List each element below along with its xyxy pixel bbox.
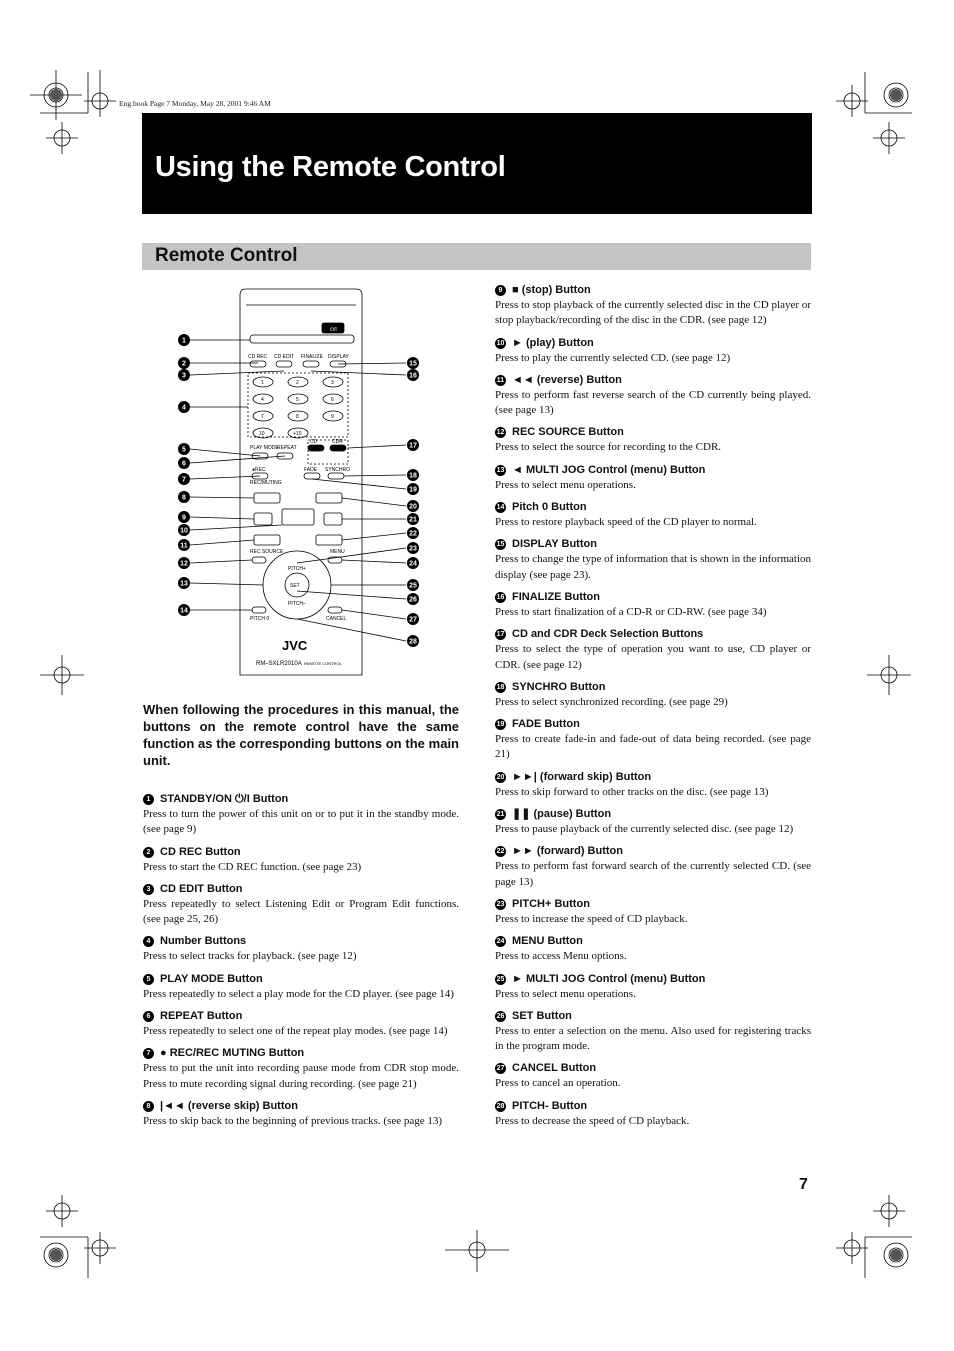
item-heading — [495, 934, 811, 949]
item-text: Press to change the type of information that is shown in the information display (see page 23). — [495, 553, 811, 581]
page-number: 7 — [799, 1176, 808, 1193]
callout-number: 12 — [180, 560, 188, 568]
key-5: 5 — [296, 397, 299, 403]
callout-number: 18 — [409, 472, 417, 480]
item-text: Press to select tracks for playback. (see page 12) — [143, 950, 357, 963]
item-number-badge: 5 — [143, 974, 154, 985]
button-description — [495, 1061, 811, 1091]
item-title: DISPLAY Button — [512, 538, 597, 551]
button-description — [143, 1099, 459, 1129]
item-text: Press to select the type of operation you want to use, CD player or CDR. (see page 12) — [495, 643, 811, 671]
item-title: REC SOURCE Button — [512, 426, 624, 439]
item-heading — [143, 972, 459, 987]
callout-number: 2 — [182, 360, 186, 368]
standby-label: ⏻/I — [330, 327, 337, 333]
item-number-badge: 17 — [496, 631, 505, 639]
item-text: Press to enter a selection on the menu. Also used for registering tracks in the program mode. — [495, 1024, 811, 1053]
item-text: Press repeatedly to select one of the repeat play modes. (see page 14) — [143, 1025, 448, 1038]
item-text: Press to turn the power of this unit on or to put it in the standby mode. (see page 9) — [143, 808, 459, 836]
button-description — [143, 972, 459, 1002]
key-10: 10 — [259, 431, 265, 437]
item-number-badge: 18 — [496, 683, 505, 691]
item-number-badge: 25 — [496, 975, 505, 983]
item-number-badge: 11 — [496, 376, 505, 384]
key-4: 4 — [261, 397, 264, 403]
item-heading — [143, 882, 459, 897]
item-heading — [495, 770, 811, 785]
item-title: |◄◄ (reverse skip) Button — [160, 1099, 298, 1112]
item-heading — [495, 373, 811, 388]
button-description — [495, 1009, 811, 1055]
key-6: 6 — [331, 397, 334, 403]
rec-label: ●REC — [252, 467, 266, 473]
item-text: Press to cancel an operation. — [495, 1077, 621, 1090]
callout-number: 22 — [409, 530, 417, 538]
item-title: ►►| (forward skip) Button — [512, 770, 652, 783]
item-text: Press to play the currently selected CD. (see page 12) — [495, 351, 731, 364]
fade-label: FADE — [304, 467, 318, 473]
item-text: Press to select synchronized recording. (see page 29) — [495, 695, 728, 708]
item-title: ◄ MULTI JOG Control (menu) Button — [512, 463, 706, 476]
cancel-label: CANCEL — [326, 616, 347, 622]
display-label: DISPLAY — [328, 354, 349, 360]
callout-number: 5 — [182, 446, 186, 454]
item-text: Press repeatedly to select a play mode for the CD player. (see page 14) — [143, 987, 454, 1000]
item-title: FINALIZE Button — [512, 590, 600, 603]
item-title: FADE Button — [512, 718, 580, 731]
item-text: Press to restore playback speed of the CD player to normal. — [495, 516, 757, 529]
item-title: CD REC Button — [160, 845, 241, 858]
item-heading — [495, 336, 811, 351]
item-number-badge: 9 — [495, 285, 506, 296]
callout-number: 24 — [409, 560, 417, 568]
finalize-label: FINALIZE — [301, 354, 323, 360]
key-3: 3 — [331, 380, 334, 386]
play-mode-label: PLAY MODE — [250, 445, 279, 451]
item-title: ►► (forward) Button — [512, 845, 623, 858]
repeat-label: REPEAT — [277, 445, 297, 451]
menu-label: MENU — [330, 549, 345, 555]
item-heading — [495, 283, 811, 298]
item-number-badge: 16 — [496, 593, 505, 601]
callout-number: 9 — [182, 514, 186, 522]
item-number-badge: 13 — [496, 466, 505, 474]
item-number-badge: 12 — [496, 429, 505, 437]
item-title: ● REC/REC MUTING Button — [160, 1047, 305, 1060]
item-text: Press to decrease the speed of CD playback. — [495, 1114, 690, 1127]
item-title: STANDBY/ON ⏻/I Button — [160, 793, 289, 805]
callout-number: 25 — [409, 582, 417, 590]
callout-number: 19 — [409, 486, 417, 494]
item-text: Press to select the source for recording to the CDR. — [495, 441, 722, 454]
intro-text: When following the procedures in this manual, the buttons on the remote control have the same function as the corresponding buttons on the main unit. — [143, 702, 459, 768]
item-title: Number Buttons — [160, 935, 247, 948]
button-description — [495, 336, 811, 366]
item-text: Press to put the unit into recording pause mode from CDR stop mode. Press to mute recording signal during recording. (see page 21) — [143, 1062, 459, 1090]
model-suffix: REMOTE CONTROL — [304, 661, 342, 666]
item-heading — [495, 807, 811, 822]
callout-number: 16 — [409, 372, 417, 380]
item-heading — [495, 897, 811, 912]
item-title: REPEAT Button — [160, 1010, 243, 1023]
button-description — [495, 283, 811, 329]
key-7: 7 — [261, 414, 264, 420]
button-description — [495, 590, 811, 620]
item-title: PITCH- Button — [512, 1099, 588, 1112]
item-title: SET Button — [512, 1009, 572, 1022]
pitch-plus-label: PITCH+ — [288, 566, 306, 572]
item-title: PITCH+ Button — [512, 897, 590, 910]
item-text: Press to access Menu options. — [495, 950, 627, 963]
item-heading — [495, 680, 811, 695]
item-number-badge: 28 — [496, 1102, 505, 1110]
callout-number: 15 — [409, 360, 417, 368]
rec-muting-label: REC/MUTING — [250, 480, 282, 486]
section-bar — [142, 243, 811, 270]
item-text: Press to perform fast forward search of the currently selected CD. (see page 13) — [495, 860, 811, 888]
button-description — [143, 882, 459, 928]
button-description — [495, 770, 811, 800]
item-number-badge: 26 — [496, 1012, 505, 1020]
item-heading — [143, 845, 459, 860]
cd-rec-label: CD REC — [248, 354, 268, 360]
callout-number: 28 — [409, 638, 417, 646]
key-2: 2 — [296, 380, 299, 386]
item-number-badge: 2 — [143, 847, 154, 858]
cd-label: CD — [310, 439, 318, 445]
item-text: Press to select menu operations. — [495, 987, 636, 1000]
key-8: 8 — [296, 414, 299, 420]
right-column — [495, 283, 811, 1136]
button-description — [495, 537, 811, 583]
callout-number: 13 — [180, 580, 188, 588]
item-heading — [143, 1046, 459, 1061]
item-number-badge: 6 — [143, 1011, 154, 1022]
callout-number: 21 — [409, 516, 417, 524]
item-heading — [495, 590, 811, 605]
button-description — [495, 463, 811, 493]
callout-number: 14 — [180, 607, 188, 615]
item-title: ► (play) Button — [512, 336, 594, 349]
item-number-badge: 21 — [496, 811, 505, 819]
button-description — [143, 1009, 459, 1039]
button-description — [495, 627, 811, 673]
item-text: Press to stop playback of the currently selected disc in the CD player or stop playback/recording of the disc in the CDR. (see page 12) — [495, 299, 811, 327]
button-description — [143, 792, 459, 838]
item-heading — [495, 425, 811, 440]
key-1: 1 — [261, 380, 264, 386]
item-number-badge: 15 — [496, 541, 505, 549]
button-description — [495, 1099, 811, 1129]
item-heading — [495, 537, 811, 552]
item-text: Press to perform fast reverse search of the CD currently being played. (see page 13) — [495, 388, 811, 417]
callout-number: 1 — [182, 337, 186, 345]
remote-control-illustration — [170, 285, 440, 685]
item-title: ❚❚ (pause) Button — [512, 808, 612, 821]
callout-number: 11 — [180, 542, 188, 550]
item-heading — [495, 500, 811, 515]
item-title: CANCEL Button — [512, 1062, 597, 1075]
item-heading — [495, 1009, 811, 1024]
item-text: Press to select menu operations. — [495, 478, 636, 491]
synchro-label: SYNCHRO — [325, 467, 351, 473]
item-heading — [143, 934, 459, 949]
callout-number: 17 — [409, 442, 417, 450]
callout-number: 20 — [409, 503, 417, 511]
item-title: ► MULTI JOG Control (menu) Button — [512, 972, 706, 985]
item-number-badge: 3 — [143, 884, 154, 895]
button-description — [495, 934, 811, 964]
pitch0-label: PITCH 0 — [250, 616, 270, 622]
rec-source-label: REC SOURCE — [250, 549, 284, 555]
item-number-badge: 14 — [496, 504, 505, 512]
button-description — [495, 500, 811, 530]
button-description — [495, 972, 811, 1002]
item-text: Press to create fade-in and fade-out of data being recorded. (see page 21) — [495, 733, 811, 761]
callout-number: 6 — [182, 460, 186, 468]
item-heading — [495, 717, 811, 732]
callout-number: 3 — [182, 372, 186, 380]
key-plus10: +10 — [293, 431, 302, 437]
item-heading — [495, 1061, 811, 1076]
callout-number: 10 — [180, 527, 188, 535]
item-text: Press to start the CD REC function. (see page 23) — [143, 860, 362, 873]
item-number-badge: 19 — [496, 721, 505, 729]
item-text: Press to increase the speed of CD playback. — [495, 912, 688, 925]
section-title: Remote Control — [155, 245, 298, 266]
item-number-badge: 1 — [143, 794, 154, 805]
button-description — [143, 934, 459, 964]
item-number-badge: 8 — [143, 1101, 154, 1112]
item-number-badge: 22 — [496, 848, 505, 856]
cdr-label: CDR — [332, 439, 343, 445]
item-number-badge: 10 — [496, 339, 505, 347]
callout-number: 4 — [182, 404, 186, 412]
brand-logo: JVC — [282, 638, 308, 653]
item-heading — [143, 1009, 459, 1024]
button-description — [495, 807, 811, 837]
key-9: 9 — [331, 414, 334, 420]
item-text: Press repeatedly to select Listening Edit or Program Edit functions. (see page 25, 26) — [143, 897, 459, 926]
button-description — [495, 897, 811, 927]
callout-number: 8 — [182, 494, 186, 502]
file-info: Eng.book Page 7 Monday, May 28, 2001 9:46 AM — [119, 99, 271, 108]
button-description — [495, 425, 811, 455]
page-title: Using the Remote Control — [155, 151, 506, 183]
item-title: MENU Button — [512, 935, 583, 948]
item-heading — [495, 972, 811, 987]
button-description — [495, 680, 811, 710]
callout-number: 7 — [182, 476, 186, 484]
model-label: RM–SXLR2010A — [256, 661, 302, 667]
button-description — [495, 373, 811, 419]
item-title: SYNCHRO Button — [512, 680, 606, 693]
item-title: CD EDIT Button — [160, 882, 243, 895]
item-heading — [495, 844, 811, 859]
item-number-badge: 23 — [496, 900, 505, 908]
item-title: PLAY MODE Button — [160, 972, 263, 985]
item-number-badge: 4 — [143, 936, 154, 947]
button-description — [495, 717, 811, 763]
item-number-badge: 24 — [496, 938, 505, 946]
button-description — [495, 844, 811, 890]
item-title: Pitch 0 Button — [512, 501, 587, 514]
callout-number: 26 — [409, 596, 417, 604]
pitch-minus-label: PITCH– — [288, 601, 306, 607]
item-heading — [143, 792, 459, 807]
item-heading — [495, 627, 811, 642]
cd-edit-label: CD EDIT — [274, 354, 294, 360]
button-description — [143, 845, 459, 875]
set-label: SET — [290, 583, 300, 589]
title-bar — [142, 113, 812, 214]
item-title: CD and CDR Deck Selection Buttons — [512, 628, 704, 641]
item-heading — [495, 1099, 811, 1114]
item-text: Press to skip forward to other tracks on the disc. (see page 13) — [495, 785, 769, 798]
callout-number: 27 — [409, 616, 417, 624]
item-text: Press to start finalization of a CD-R or CD-RW. (see page 34) — [495, 605, 767, 618]
left-column — [143, 792, 459, 1136]
item-number-badge: 27 — [496, 1065, 505, 1073]
callout-number: 23 — [409, 545, 417, 553]
item-text: Press to pause playback of the currently selected disc. (see page 12) — [495, 823, 794, 836]
item-title: ◄◄ (reverse) Button — [512, 373, 622, 386]
item-text: Press to skip back to the beginning of previous tracks. (see page 13) — [143, 1114, 443, 1127]
item-number-badge: 20 — [496, 773, 505, 781]
item-title: ■ (stop) Button — [512, 284, 591, 296]
item-number-badge: 7 — [143, 1048, 154, 1059]
item-heading — [143, 1099, 459, 1114]
item-heading — [495, 463, 811, 478]
button-description — [143, 1046, 459, 1092]
